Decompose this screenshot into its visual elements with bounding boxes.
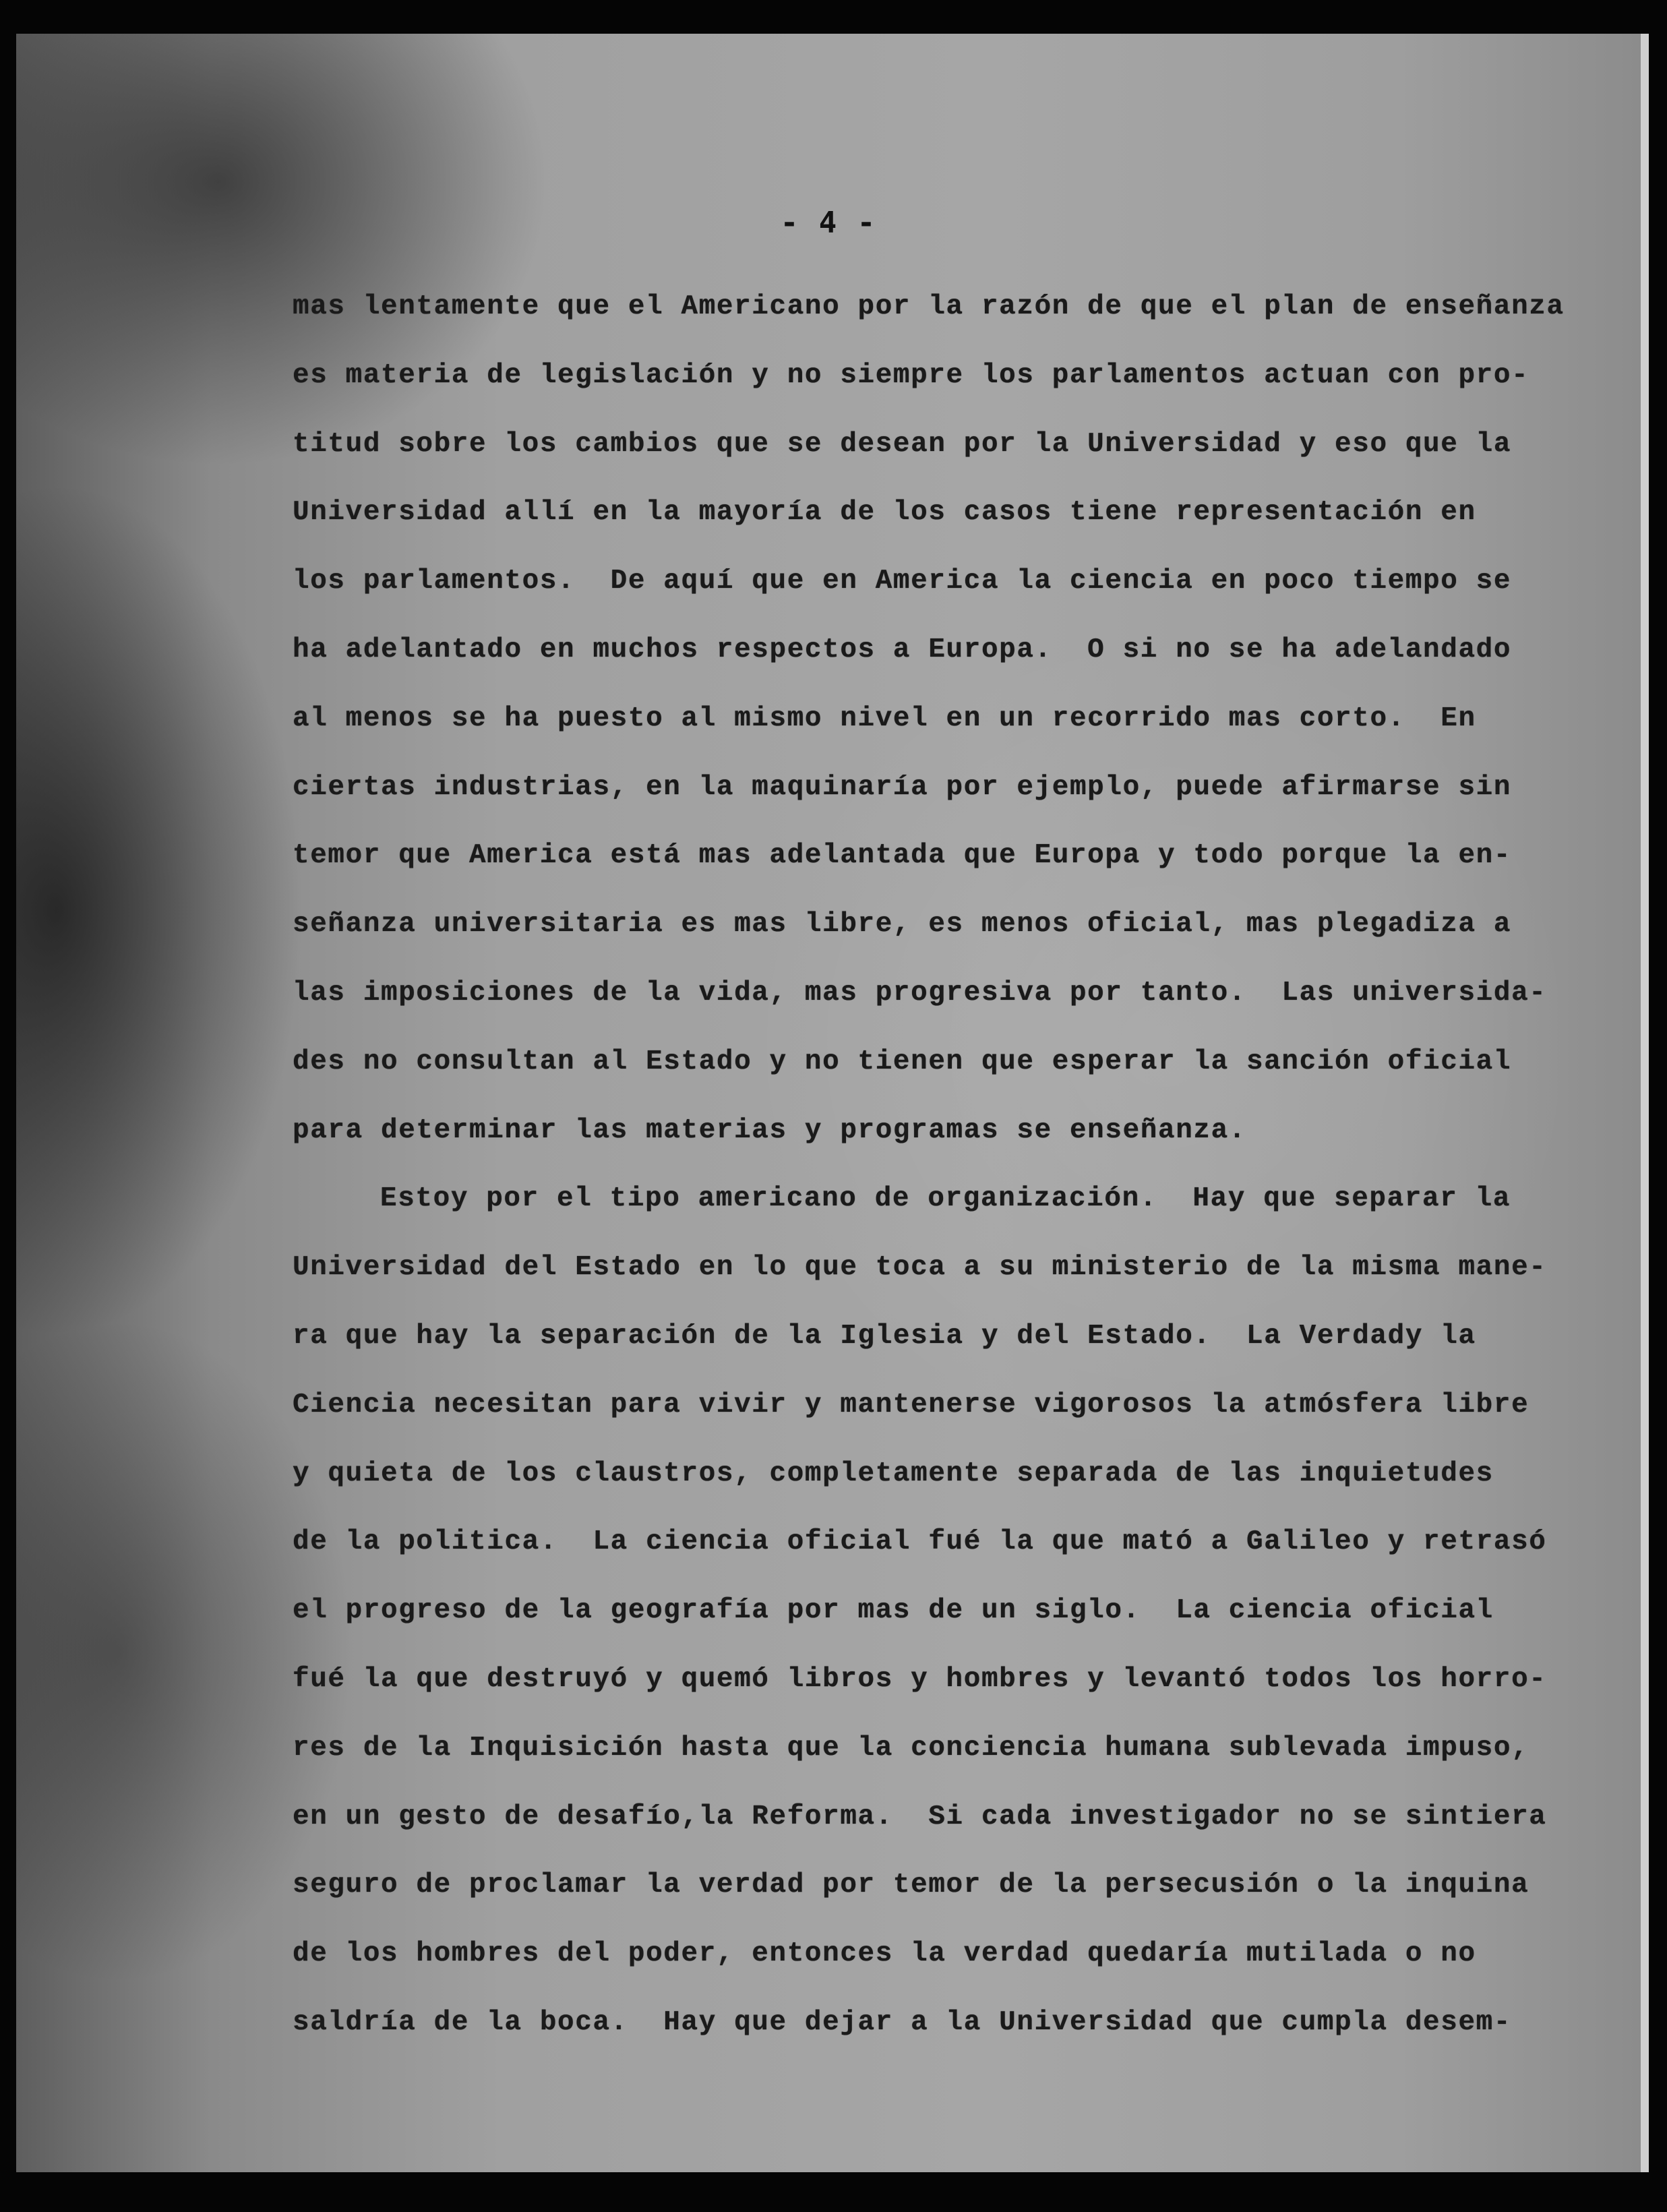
- text-line: Ciencia necesitan para vivir y mantenerse vigorosos la atmósfera libre: [293, 1389, 1529, 1421]
- text-line: saldría de la boca. Hay que dejar a la Universidad que cumpla desem-: [293, 2006, 1512, 2038]
- paragraph-first-line: Estoy por el tipo americano de organización. Hay que separar la: [380, 1183, 1511, 1215]
- text-line: res de la Inquisición hasta que la conciencia humana sublevada impuso,: [293, 1732, 1529, 1764]
- text-line: fué la que destruyó y quemó libros y hombres y levantó todos los horro-: [293, 1663, 1547, 1695]
- page-number: - 4 -: [780, 206, 877, 240]
- text-line: al menos se ha puesto al mismo nivel en un recorrido mas corto. En: [293, 703, 1476, 734]
- text-line: mas lentamente que el Americano por la razón de que el plan de enseñanza: [293, 291, 1565, 322]
- text-line: temor que America está mas adelantada que Europa y todo porque la en-: [293, 840, 1512, 872]
- text-line: ha adelantado en muchos respectos a Europa. O si no se ha adelandado: [293, 634, 1512, 665]
- text-line: los parlamentos. De aquí que en America la ciencia en poco tiempo se: [293, 566, 1512, 597]
- text-line: para determinar las materias y programas se enseñanza.: [293, 1114, 1247, 1146]
- text-line: Universidad del Estado en lo que toca a su ministerio de la misma mane-: [293, 1252, 1547, 1284]
- text-line: es materia de legislación y no siempre los parlamentos actuan con pro-: [293, 359, 1529, 391]
- text-line: ciertas industrias, en la maquinaría por ejemplo, puede afirmarse sin: [293, 771, 1512, 803]
- text-line: de la politica. La ciencia oficial fué la que mató a Galileo y retrasó: [293, 1526, 1547, 1558]
- page-edge: [1641, 34, 1649, 2172]
- text-line: seguro de proclamar la verdad por temor de la persecusión o la inquina: [293, 1870, 1529, 1901]
- text-line: titud sobre los cambios que se desean por la Universidad y eso que la: [293, 428, 1512, 460]
- text-line: las imposiciones de la vida, mas progresiva por tanto. Las universida-: [293, 977, 1547, 1009]
- text-line: ra que hay la separación de la Iglesia y del Estado. La Verdady la: [293, 1320, 1476, 1352]
- text-line: señanza universitaria es mas libre, es menos oficial, mas plegadiza a: [293, 909, 1512, 940]
- text-line: en un gesto de desafío,la Reforma. Si cada investigador no se sintiera: [293, 1801, 1547, 1832]
- text-line: de los hombres del poder, entonces la verdad quedaría mutilada o no: [293, 1938, 1476, 1970]
- text-line: des no consultan al Estado y no tienen que esperar la sanción oficial: [293, 1046, 1512, 1077]
- text-line: el progreso de la geografía por mas de un siglo. La ciencia oficial: [293, 1595, 1494, 1627]
- body-text: [293, 273, 1565, 2058]
- text-line: Universidad allí en la mayoría de los casos tiene representación en: [293, 497, 1476, 529]
- text-line: y quieta de los claustros, completamente separada de las inquietudes: [293, 1458, 1494, 1489]
- document-page: [16, 34, 1643, 2172]
